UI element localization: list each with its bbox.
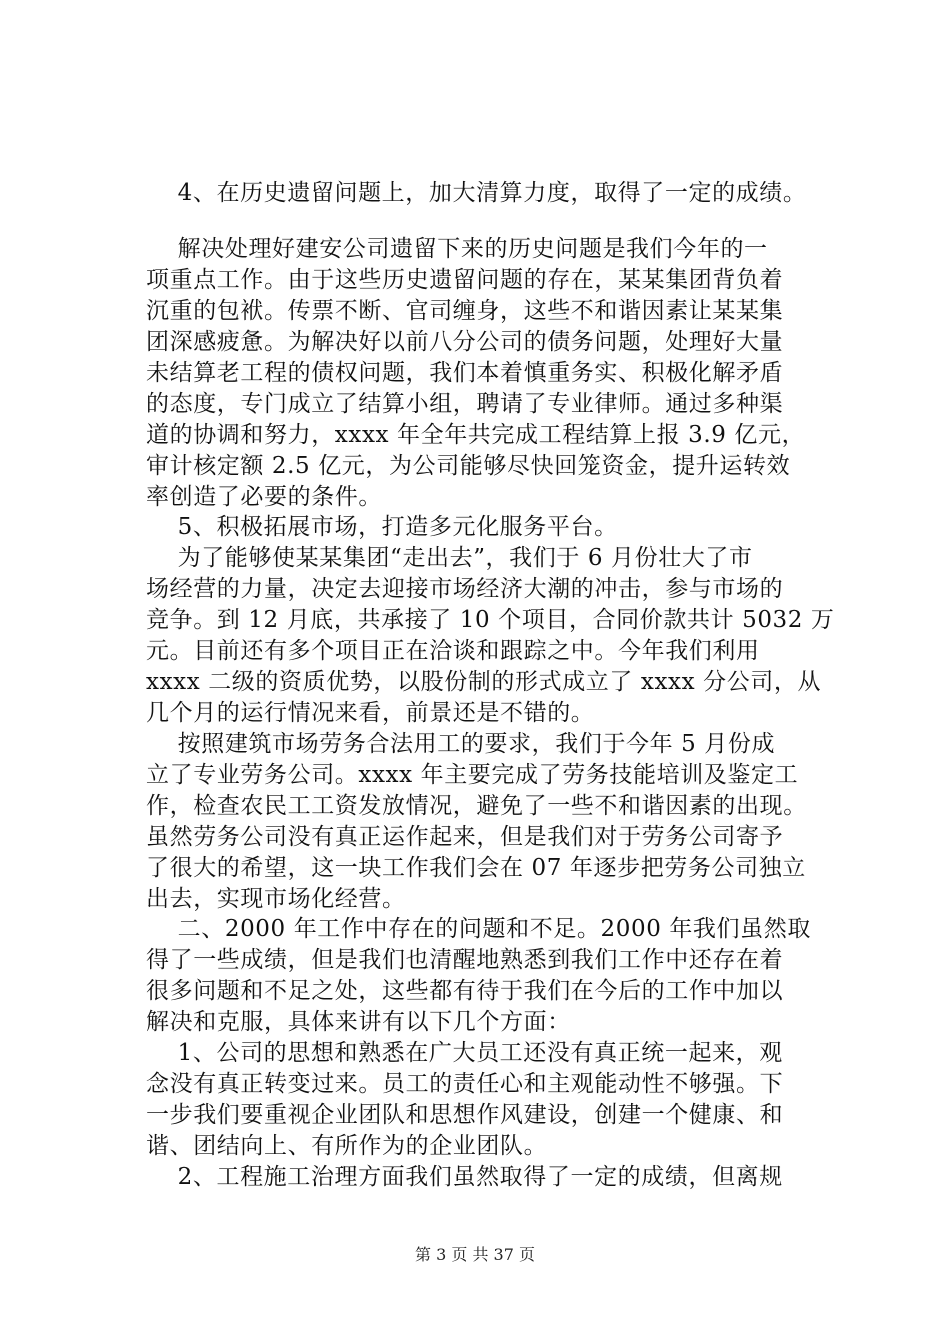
text-line: 项重点工作。由于这些历史遗留问题的存在，某某集团背负着 [146, 267, 784, 293]
text-line: 1、公司的思想和熟悉在广大员工还没有真正统一起来，观 [146, 1040, 783, 1066]
text-line: 率创造了必要的条件。 [146, 484, 382, 510]
text-line: 的态度，专门成立了结算小组，聘请了专业律师。通过多种渠 [146, 391, 784, 417]
text-line: 解决和克服，具体来讲有以下几个方面： [146, 1009, 571, 1035]
text-line: xxxx 二级的资质优势，以股份制的形式成立了 xxxx 分公司，从 [146, 669, 822, 695]
text-line: 5、积极拓展市场，打造多元化服务平台。 [146, 514, 618, 540]
text-line: 未结算老工程的债权问题，我们本着慎重务实、积极化解矛盾 [146, 360, 784, 386]
text-line: 虽然劳务公司没有真正运作起来，但是我们对于劳务公司寄予 [146, 824, 784, 850]
page-footer: 第 3 页 共 37 页 [415, 1245, 535, 1264]
text-line: 团深感疲惫。为解决好以前八分公司的债务问题，处理好大量 [146, 329, 784, 355]
text-line: 立了专业劳务公司。xxxx 年主要完成了劳务技能培训及鉴定工 [146, 762, 799, 788]
text-line: 沉重的包袱。传票不断、官司缠身，这些不和谐因素让某某集 [146, 298, 784, 324]
text-line: 了很大的希望，这一块工作我们会在 07 年逐步把劳务公司独立 [146, 855, 806, 881]
text-line: 作，检查农民工工资发放情况，避免了一些不和谐因素的出现。 [146, 793, 807, 819]
text-line: 竞争。到 12 月底，共承接了 10 个项目，合同价款共计 5032 万 [146, 607, 835, 633]
text-line: 解决处理好建安公司遗留下来的历史问题是我们今年的一 [146, 236, 768, 262]
text-line: 出去，实现市场化经营。 [146, 886, 406, 912]
text-line: 很多问题和不足之处，这些都有待于我们在今后的工作中加以 [146, 978, 784, 1004]
text-line: 得了一些成绩，但是我们也清醒地熟悉到我们工作中还存在着 [146, 947, 784, 973]
text-line: 谐、团结向上、有所作为的企业团队。 [146, 1133, 548, 1159]
text-line: 一步我们要重视企业团队和思想作风建设，创建一个健康、和 [146, 1102, 784, 1128]
text-line: 场经营的力量，决定去迎接市场经济大潮的冲击，参与市场的 [146, 576, 784, 602]
text-line: 审计核定额 2.5 亿元，为公司能够尽快回笼资金，提升运转效 [146, 453, 791, 479]
text-line: 4、在历史遗留问题上，加大清算力度，取得了一定的成绩。 [146, 180, 807, 206]
text-line: 二、2000 年工作中存在的问题和不足。2000 年我们虽然取 [146, 916, 811, 942]
text-line: 2、工程施工治理方面我们虽然取得了一定的成绩，但离规 [146, 1164, 783, 1190]
text-line: 几个月的运行情况来看，前景还是不错的。 [146, 700, 595, 726]
text-line: 按照建筑市场劳务合法用工的要求，我们于今年 5 月份成 [146, 731, 776, 757]
text-line: 念没有真正转变过来。员工的责任心和主观能动性不够强。下 [146, 1071, 784, 1097]
text-line: 为了能够使某某集团“走出去”，我们于 6 月份壮大了市 [146, 545, 753, 571]
text-line: 道的协调和努力，xxxx 年全年共完成工程结算上报 3.9 亿元， [146, 422, 806, 448]
text-line: 元。目前还有多个项目正在洽谈和跟踪之中。今年我们利用 [146, 638, 760, 664]
